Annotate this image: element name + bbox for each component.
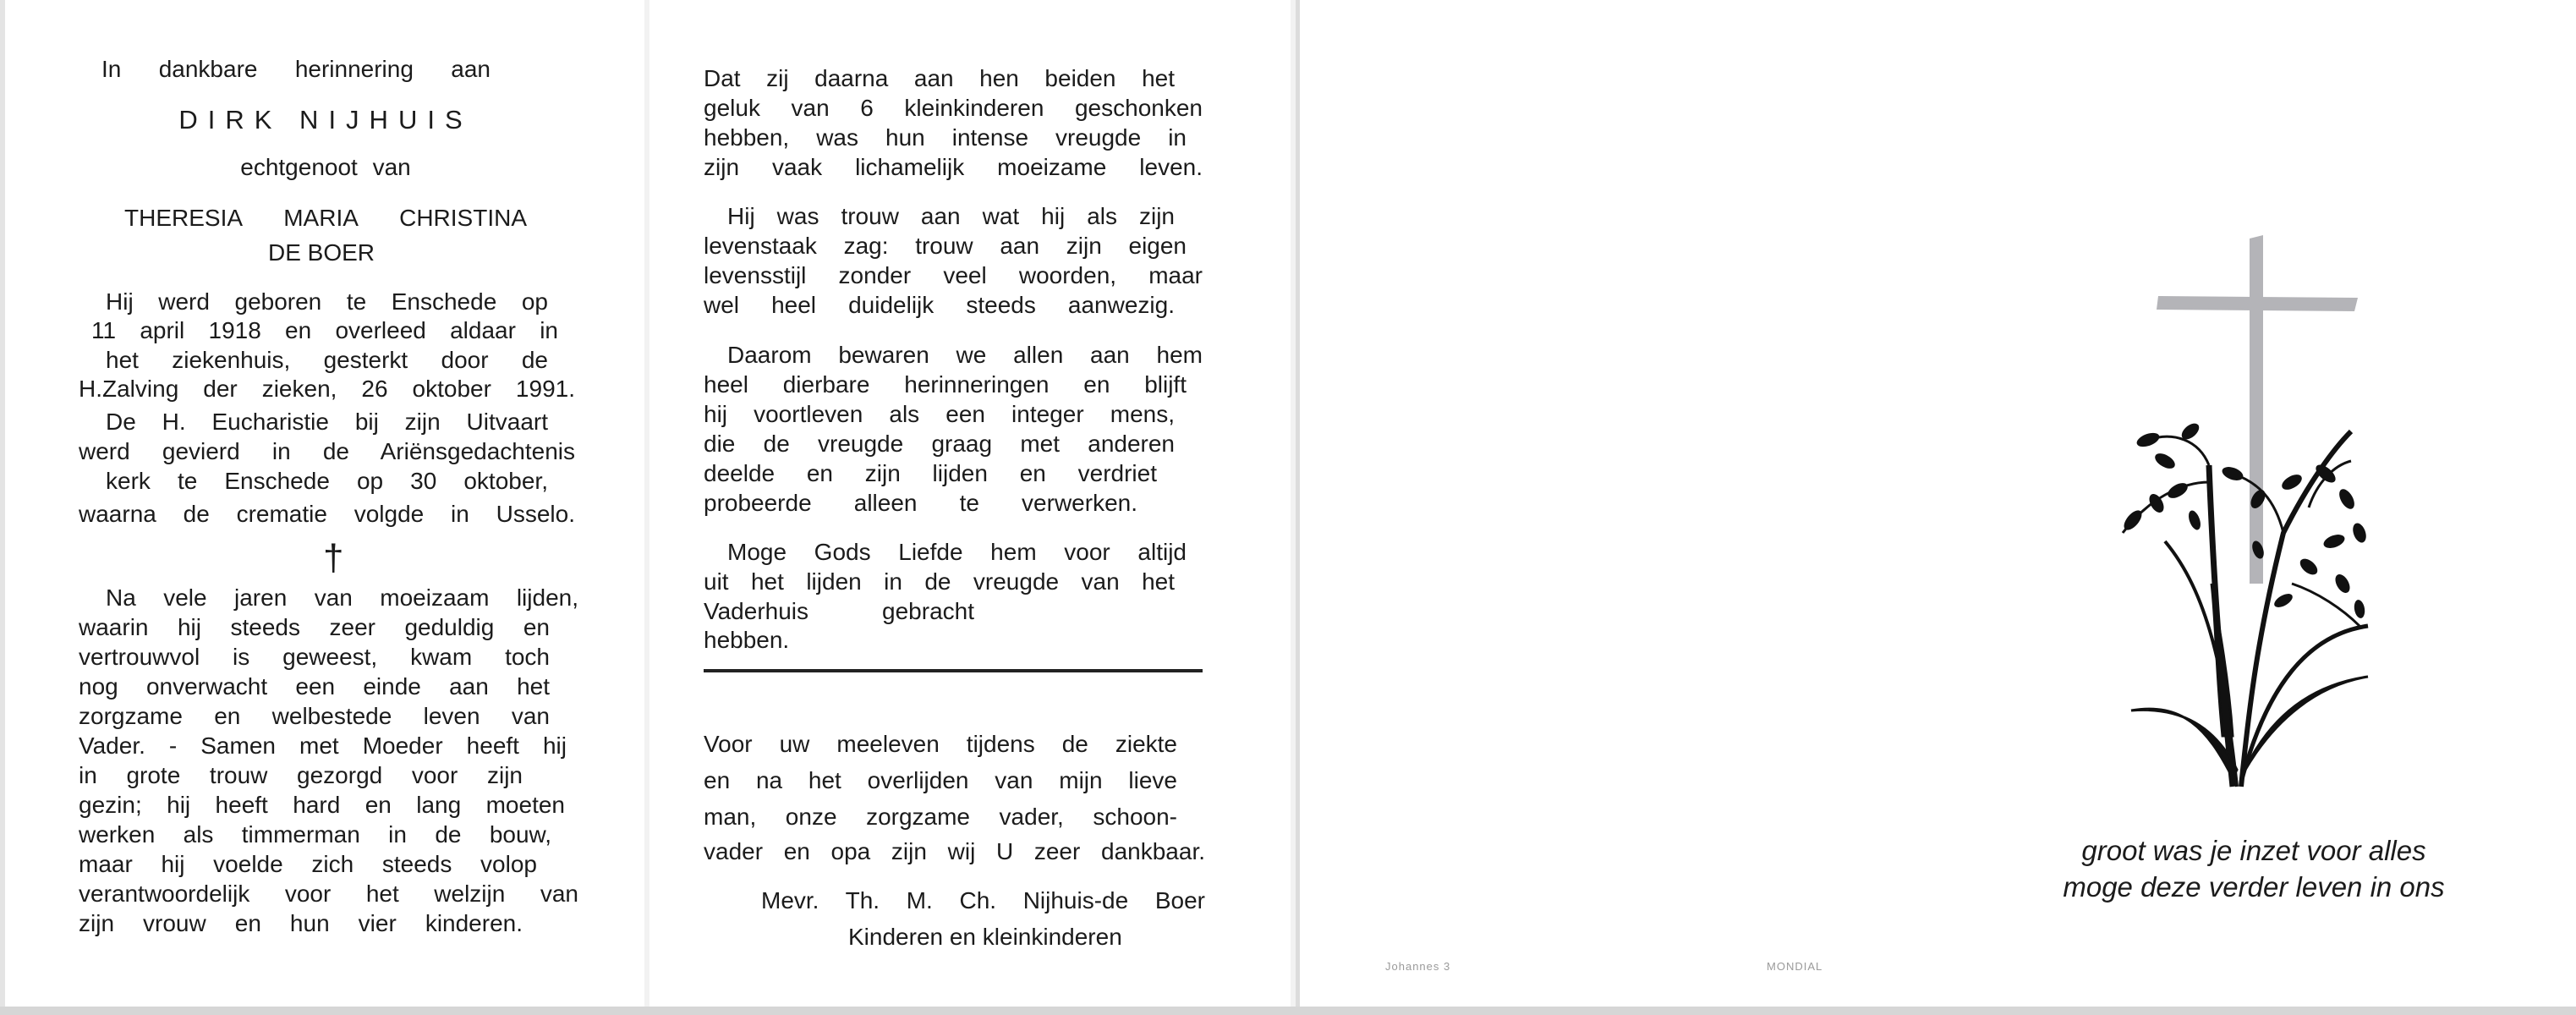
funeral-line: kerk te Enschede op 30 oktober, bbox=[106, 468, 548, 494]
memorial-cross bbox=[2157, 235, 2358, 584]
paragraph3-line: Daarom bewaren we allen aan hem bbox=[727, 342, 1203, 368]
paragraph2-line: Hij was trouw aan wat hij als zijn bbox=[727, 203, 1175, 229]
divider-line bbox=[704, 669, 1203, 672]
paragraph1-line: geluk van 6 kleinkinderen geschonken bbox=[704, 95, 1203, 121]
memoir-line: in grote trouw gezorgd voor zijn bbox=[79, 762, 523, 788]
memoir-line: zorgzame en welbestede leven van bbox=[79, 703, 550, 729]
memoir-line: nog onverwacht een einde aan het bbox=[79, 673, 550, 700]
paragraph1-line: Dat zij daarna aan hen beiden het bbox=[704, 65, 1175, 91]
thanks-line: en na het overlijden van mijn lieve bbox=[704, 767, 1177, 793]
thanks-line: Voor uw meeleven tijdens de ziekte bbox=[704, 731, 1177, 757]
paragraph1-line: zijn vaak lichamelijk moeizame leven. bbox=[704, 154, 1203, 180]
spouse-name-line2: DE BOER bbox=[267, 239, 375, 266]
birth-death-line: H.Zalving der zieken, 26 oktober 1991. bbox=[79, 376, 575, 402]
paragraph2-line: levenstaak zag: trouw aan zijn eigen bbox=[704, 233, 1187, 259]
memoir-line: gezin; hij heeft hard en lang moeten bbox=[79, 792, 565, 818]
memoir-line: zijn vrouw en hun vier kinderen. bbox=[79, 910, 523, 936]
memoir-line: werken als timmerman in de bouw, bbox=[79, 821, 551, 848]
paragraph3-line: heel dierbare herinneringen en blijft bbox=[704, 371, 1187, 398]
paragraph2-line: wel heel duidelijk steeds aanwezig. bbox=[704, 292, 1175, 318]
deceased-name: DIRK NIJHUIS bbox=[178, 105, 473, 134]
birth-death-line: Hij werd geboren te Enschede op bbox=[106, 288, 548, 315]
funeral-line: werd gevierd in de Ariënsgedachtenis bbox=[79, 438, 575, 464]
thanks-line: man, onze zorgzame vader, schoon- bbox=[704, 804, 1177, 830]
thanks-line: vader en opa zijn wij U zeer dankbaar. bbox=[704, 838, 1205, 864]
paragraph2-line: levensstijl zonder veel woorden, maar bbox=[704, 262, 1203, 288]
motto-line2: moge deze verder leven in ons bbox=[2063, 871, 2445, 903]
paragraph4-line: uit het lijden in de vreugde van het bbox=[704, 568, 1175, 595]
motto-line1: groot was je inzet voor alles bbox=[2081, 835, 2426, 866]
signature-widow: Mevr. Th. M. Ch. Nijhuis-de Boer bbox=[761, 887, 1205, 914]
paragraph3-line: deelde en zijn lijden en verdriet bbox=[704, 460, 1157, 486]
memoir-line: vertrouwvol is geweest, kwam toch bbox=[79, 644, 550, 670]
paragraph3-line: die de vreugde graag met anderen bbox=[704, 431, 1175, 457]
grass-silhouette bbox=[2121, 420, 2369, 787]
spouse-name-line1: THERESIA MARIA CHRISTINA bbox=[124, 205, 527, 231]
scan-bottom-edge bbox=[0, 1007, 2576, 1015]
memoir-line: Vader. - Samen met Moeder heeft hij bbox=[79, 732, 567, 759]
intro-text: In dankbare herinnering aan bbox=[101, 56, 491, 82]
memoir-line: maar hij voelde zich steeds volop bbox=[79, 851, 537, 877]
print-reference: Johannes 3 bbox=[1385, 960, 1451, 973]
memoir-line: waarin hij steeds zeer geduldig en bbox=[79, 614, 550, 640]
paragraph4-line: Moge Gods Liefde hem voor altijd bbox=[727, 539, 1187, 565]
cross-icon: † bbox=[323, 537, 344, 579]
birth-death-line: het ziekenhuis, gesterkt door de bbox=[106, 347, 548, 373]
signature-family: Kinderen en kleinkinderen bbox=[848, 924, 1122, 950]
paragraph3-line: hij voortleven als een integer mens, bbox=[704, 401, 1175, 427]
birth-death-line: 11 april 1918 en overleed aldaar in bbox=[91, 317, 558, 343]
memoir-line: Na vele jaren van moeizaam lijden, bbox=[106, 584, 578, 611]
paragraph3-line: probeerde alleen te verwerken. bbox=[704, 490, 1137, 516]
paragraph4-line: Vaderhuis gebracht hebben. bbox=[704, 598, 974, 653]
memoir-line: verantwoordelijk voor het welzijn van bbox=[79, 881, 578, 907]
funeral-line: De H. Eucharistie bij zijn Uitvaart bbox=[106, 409, 548, 435]
funeral-line: waarna de crematie volgde in Usselo. bbox=[79, 501, 575, 527]
relation-text: echtgenoot van bbox=[240, 154, 411, 180]
cross-with-grass-icon bbox=[2114, 228, 2376, 795]
printer-mark: MONDIAL bbox=[1767, 960, 1823, 973]
paragraph1-line: hebben, was hun intense vreugde in bbox=[704, 124, 1187, 151]
